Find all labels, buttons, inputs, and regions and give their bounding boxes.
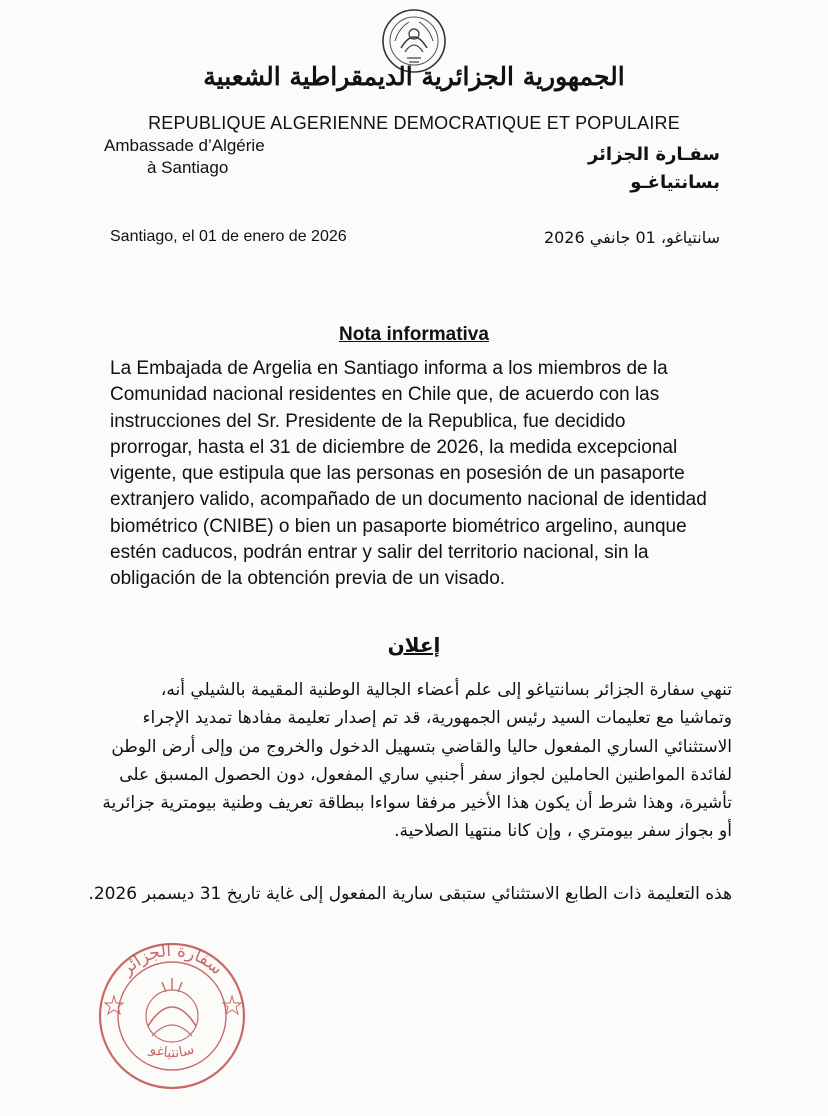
arabic-line: الاستثنائي الساري المفعول حاليا والقاضي بتسهيل الدخول والخروج من وإلى أرض الوطن bbox=[111, 736, 732, 757]
embassy-arabic-line2: بسانتياغـو bbox=[630, 172, 720, 193]
spanish-line: obligación de la obtención previa de un visado. bbox=[110, 568, 506, 590]
french-republic-title: REPUBLIQUE ALGERIENNE DEMOCRATIQUE ET POPULAIRE bbox=[148, 113, 680, 133]
spanish-line: estén caducos, podrán entrar y salir del territorio nacional, sin la bbox=[110, 542, 649, 564]
spanish-line: vigente, que estipula que las personas en posesión de un pasaporte bbox=[110, 463, 685, 485]
embassy-french-line2: à Santiago bbox=[147, 158, 229, 177]
spanish-notice-title: Nota informativa bbox=[339, 324, 489, 345]
spanish-line: Comunidad nacional residentes en Chile que, de acuerdo con las bbox=[110, 384, 660, 406]
arabic-line: تنهي سفارة الجزائر بسانتياغو إلى علم أعضاء الجالية الوطنية المقيمة بالشيلي أنه، bbox=[160, 680, 732, 700]
stamp-bottom-text: سانتياغو bbox=[147, 1041, 197, 1062]
embassy-french-line1: Ambassade d’Algérie bbox=[104, 136, 265, 155]
arabic-line: لفائدة المواطنين الحاملين لجواز سفر أجنبي ساري المفعول، دون الحصول المسبق على bbox=[119, 764, 732, 785]
arabic-notice-title: إعلان bbox=[387, 633, 441, 657]
arabic-line: تأشيرة، وهذا شرط أن يكون هذا الأخير مرفقا سواءا ببطاقة تعريف وطنية بيومترية جزائرية bbox=[102, 793, 732, 814]
stamp-top-text: سفارة الجزائر bbox=[117, 940, 227, 980]
arabic-notice-body bbox=[92, 676, 732, 846]
spanish-line: instrucciones del Sr. Presidente de la Republica, fue decidido bbox=[110, 410, 626, 432]
date-arabic: سانتياغو، 01 جانفي 2026 bbox=[543, 228, 720, 247]
arabic-republic-title: الجمهورية الجزائرية الديمقراطية الشعبية bbox=[203, 62, 625, 91]
embassy-arabic-line1: سفـارة الجزائر bbox=[587, 144, 720, 165]
svg-text:سانتياغو bbox=[147, 1041, 197, 1061]
svg-text:سفارة الجزائر bbox=[117, 941, 227, 980]
embassy-stamp-icon bbox=[90, 918, 250, 1108]
arabic-final-line: هذه التعليمة ذات الطابع الاستثنائي ستبقى سارية المفعول إلى غاية تاريخ 31 ديسمبر 2026. bbox=[88, 884, 732, 904]
arabic-line: وتماشيا مع تعليمات السيد رئيس الجمهورية، قد تم إصدار تعليمة مفادها تمديد الإجراء bbox=[142, 708, 732, 729]
spanish-notice-body bbox=[110, 356, 732, 593]
date-spanish: Santiago, el 01 de enero de 2026 bbox=[110, 228, 347, 245]
spanish-line: biométrico (CNIBE) o bien un pasaporte biométrico argelino, aunque bbox=[110, 515, 687, 537]
arabic-line: أو بجواز سفر بيومتري ، وإن كانا منتهيا الصلاحية. bbox=[394, 821, 732, 842]
spanish-line: prorrogar, hasta el 31 de diciembre de 2026, la medida excepcional bbox=[110, 436, 678, 458]
spanish-line: extranjero valido, acompañado de un documento nacional de identidad bbox=[110, 489, 707, 511]
spanish-line: La Embajada de Argelia en Santiago informa a los miembros de la bbox=[110, 358, 668, 379]
